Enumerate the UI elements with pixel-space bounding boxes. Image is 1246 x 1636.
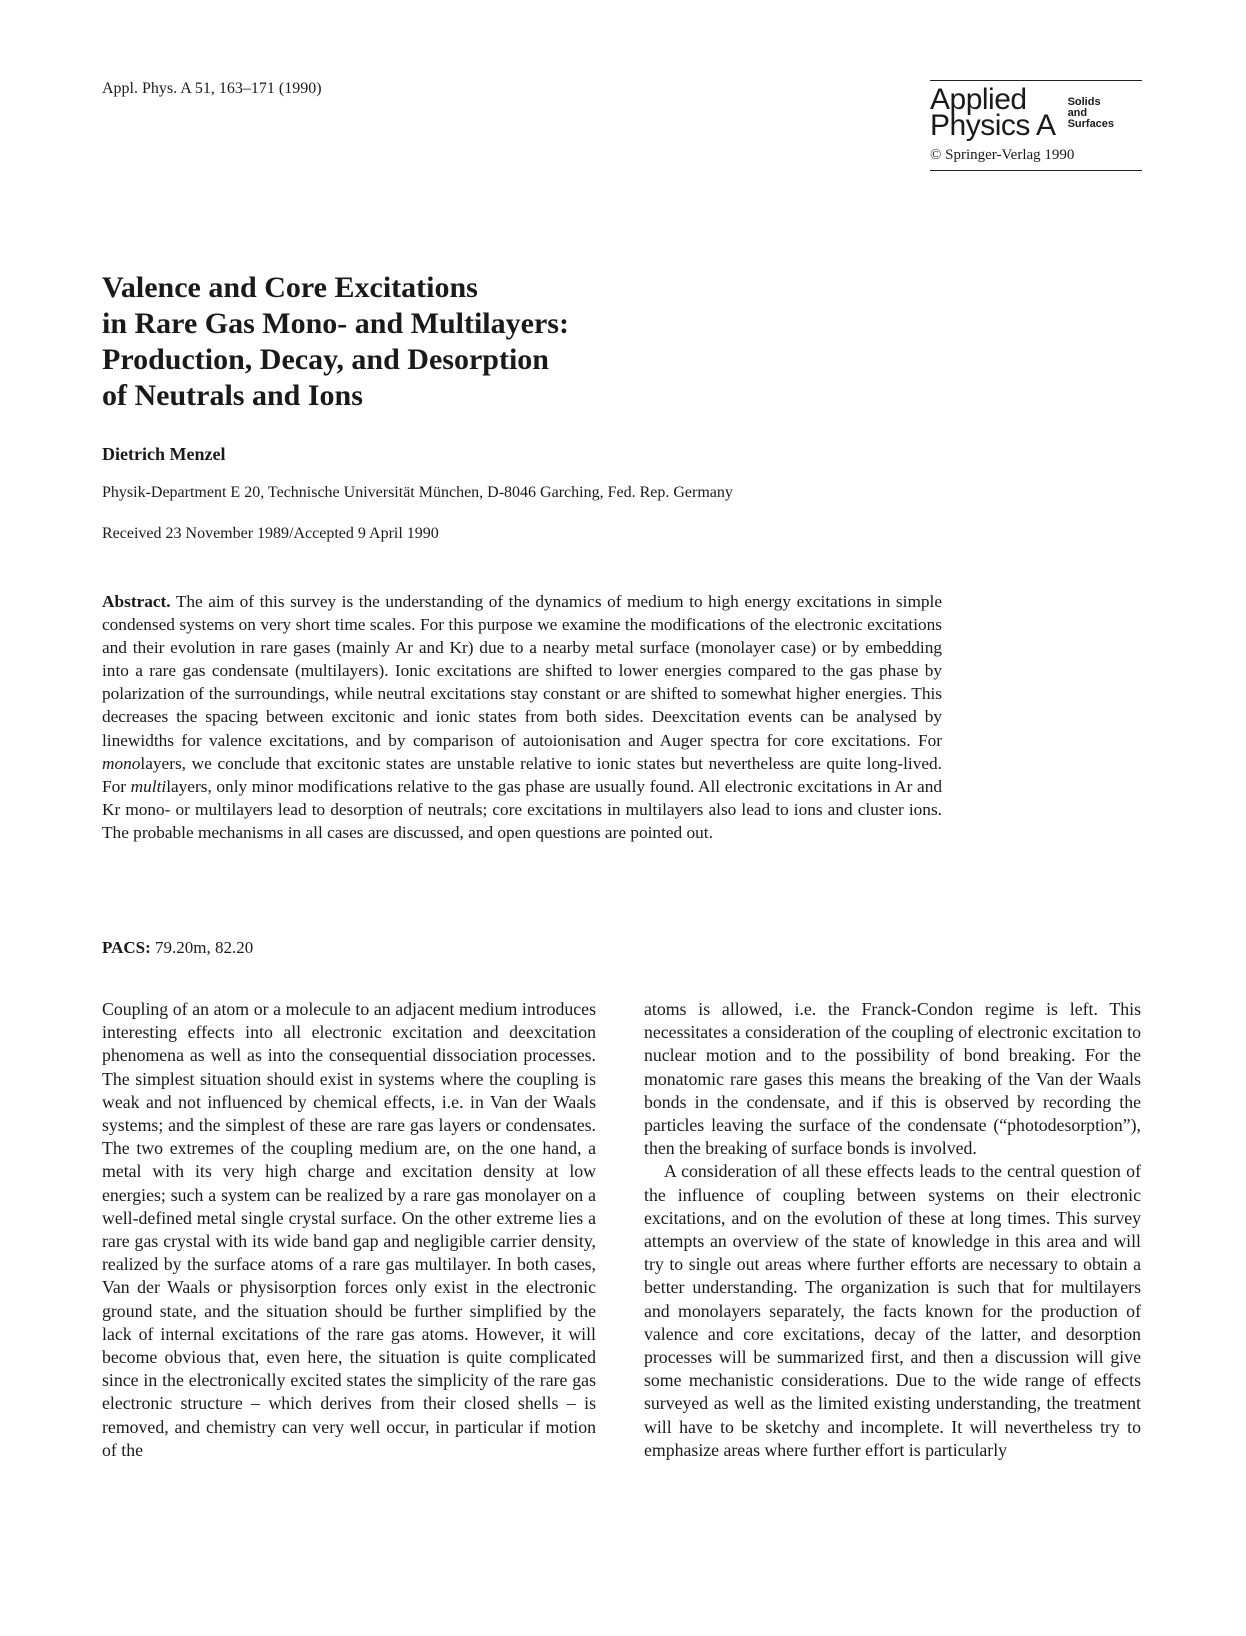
- body-column-right: [644, 998, 1141, 1462]
- abstract-emphasis: multi: [130, 776, 167, 796]
- journal-section: [1068, 97, 1114, 130]
- abstract-text: layers, we conclude that excitonic states are unstable relative to ionic states but nevertheless are quite long-lived. For: [102, 753, 942, 796]
- journal-name-line1: Applied: [930, 83, 1027, 116]
- body-column-left: [102, 998, 596, 1462]
- abstract: [102, 590, 942, 844]
- title-line: Valence and Core Excitations: [102, 271, 478, 304]
- pacs-codes: [102, 938, 253, 958]
- masthead-top-rule: [930, 80, 1142, 81]
- author-name: Dietrich Menzel: [102, 444, 226, 464]
- received-dates: Received 23 November 1989/Accepted 9 April 1990: [102, 525, 439, 542]
- journal-section-word: and: [1067, 106, 1088, 119]
- title-line: in Rare Gas Mono- and Multilayers:: [102, 307, 569, 340]
- copyright-notice: © Springer-Verlag 1990: [930, 147, 1075, 163]
- title-line: of Neutrals and Ions: [102, 379, 363, 412]
- journal-section-word: Surfaces: [1067, 117, 1115, 130]
- body-paragraph: Coupling of an atom or a molecule to an adjacent medium introduces interesting effects into all electronic excitation and deexcitation phenomena as well as into the consequential dissociation processes. The simplest situation should exist in systems where the coupling is weak and not influenced by chemical effects, i.e. in Van der Waals systems; and the simplest of these are rare gas layers or condensates. The two extremes of the coupling medium are, on the one hand, a metal with its very high charge and excitation density at low energies; such a system can be realized by a rare gas monolayer on a well-defined metal single crystal surface. On the other extreme lies a rare gas crystal with its wide band gap and negligible carrier density, realized by the surface atoms of a rare gas multilayer. In both cases, Van der Waals or physisorption forces only exist in the electronic ground state, and the situation should be further simplified by the lack of internal excitations of the rare gas atoms. However, it will become obvious that, even here, the situation is quite complicated since in the electronically excited states the simplicity of the rare gas electronic structure – which derives from their closed shells – is removed, and chemistry can very well occur, in particular if motion of the: [102, 999, 596, 1460]
- masthead-bottom-rule: [930, 170, 1142, 171]
- abstract-label: Abstract.: [102, 592, 171, 611]
- author-affiliation: Physik-Department E 20, Technische Universität München, D-8046 Garching, Fed. Rep. Germany: [102, 484, 733, 501]
- journal-section-word: Solids: [1067, 95, 1101, 108]
- abstract-text: layers, only minor modifications relative to the gas phase are usually found. All electronic excitations in Ar and Kr mono- or multilayers lead to desorption of neutrals; core excitations in multilayers also lead to ions and cluster ions. The probable mechanisms in all cases are discussed, and open questions are pointed out.: [102, 776, 942, 842]
- journal-citation: Appl. Phys. A 51, 163–171 (1990): [102, 80, 322, 97]
- article-title: [102, 270, 742, 414]
- journal-masthead: [930, 80, 1142, 171]
- pacs-label: PACS:: [102, 938, 151, 957]
- journal-logo: [930, 83, 1142, 142]
- pacs-value: 79.20m, 82.20: [150, 938, 254, 957]
- body-paragraph: atoms is allowed, i.e. the Franck-Condon regime is left. This necessitates a consideration of the coupling of electronic excitation to nuclear motion and to the possibility of bond breaking. For the monatomic rare gases this means the breaking of the Van der Waals bonds in the condensate, and if this is observed by recording the particles leaving the surface of the condensate (“photodesorption”), then the breaking of surface bonds is involved.: [644, 999, 1141, 1159]
- title-line: Production, Decay, and Desorption: [102, 343, 549, 376]
- body-paragraph: A consideration of all these effects leads to the central question of the influence of coupling between systems on their electronic excitations, and on the evolution of these at long times. This survey attempts an overview of the state of knowledge in this area and will try to single out areas where further efforts are necessary to obtain a better understanding. The organization is such that for multilayers and monolayers separately, the facts known for the production of valence and core excitations, decay of the latter, and desorption processes will be summarized first, and then a discussion will give some mechanistic considerations. Due to the wide range of effects surveyed as well as the limited existing understanding, the treatment will have to be sketchy and incomplete. It will nevertheless try to emphasize areas where further effort is particularly: [644, 1161, 1141, 1460]
- journal-name-line2: Physics A: [930, 109, 1056, 142]
- abstract-text: The aim of this survey is the understanding of the dynamics of medium to high energy excitations in simple condensed systems on very short time scales. For this purpose we examine the modifications of the electronic excitations and their evolution in rare gases (mainly Ar and Kr) due to a nearby metal surface (monolayer case) or by embedding into a rare gas condensate (multilayers). Ionic excitations are shifted to lower energies compared to the gas phase by polarization of the surroundings, while neutral excitations stay constant or are shifted to somewhat higher energies. This decreases the spacing between excitonic and ionic states from both sides. Deexcitation events can be analysed by linewidths for valence excitations, and by comparison of autoionisation and Auger spectra for core excitations. For: [102, 592, 942, 750]
- abstract-emphasis: mono: [102, 753, 141, 773]
- journal-name: [930, 83, 1056, 142]
